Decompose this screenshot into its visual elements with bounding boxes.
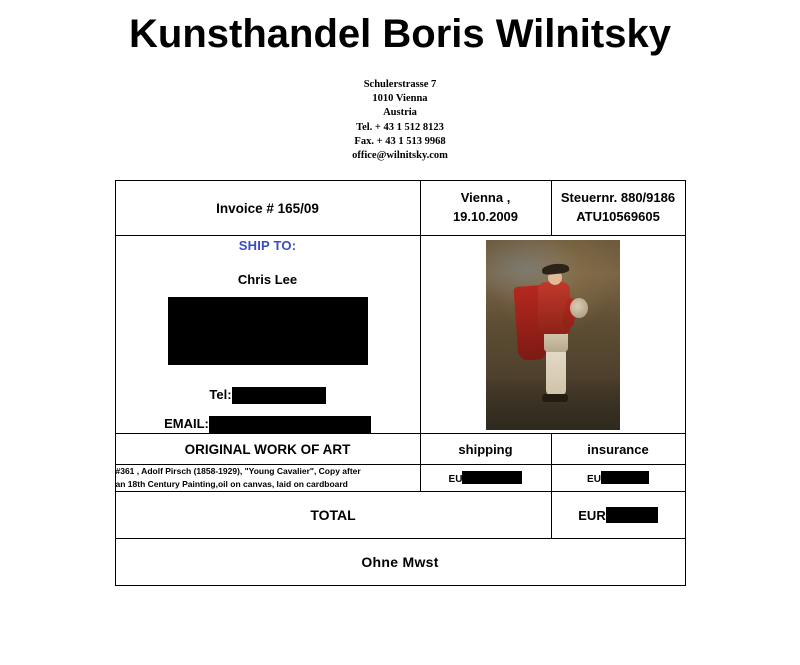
table-row-line-item <box>115 465 685 492</box>
ship-to-tel-row <box>116 387 420 404</box>
address-tel: Tel. + 43 1 512 8123 <box>356 121 444 133</box>
total-label: TOTAL <box>115 491 551 538</box>
tax-number-cell <box>551 181 685 236</box>
ship-to-label: SHIP TO: <box>238 238 297 254</box>
invoice-table <box>115 180 686 586</box>
table-row-shipto <box>115 236 685 434</box>
total-currency: EUR <box>578 507 606 523</box>
line-item-price-cell <box>420 465 551 492</box>
company-title: Kunsthandel Boris Wilnitsky <box>129 12 671 56</box>
invoice-number-cell: Invoice # 165/09 <box>115 181 420 236</box>
tax-id: ATU10569605 <box>576 209 660 225</box>
line-item-shipping-currency: EU <box>587 473 601 485</box>
total-amount-cell <box>551 491 685 538</box>
address-street: Schulerstrasse 7 <box>363 79 437 90</box>
ship-to-email-redaction <box>209 416 371 433</box>
address-fax: Fax. + 43 1 513 9968 <box>354 135 446 147</box>
ship-to-email-row <box>116 416 420 433</box>
line-item-description-line2: an 18th Century Painting,oil on canvas, laid on cardboard <box>115 478 348 489</box>
invoice-date-cell <box>420 181 551 236</box>
items-header-shipping: shipping <box>420 434 551 465</box>
line-item-shipping-cell <box>551 465 685 492</box>
line-item-price-currency: EU <box>448 473 463 485</box>
table-row-header <box>115 181 685 236</box>
ship-to-tel-redaction <box>232 387 326 404</box>
items-header-description: ORIGINAL WORK OF ART <box>115 434 420 465</box>
table-row-footer <box>115 538 685 585</box>
ship-to-address-redaction <box>168 297 368 365</box>
table-row-items-header <box>115 434 685 465</box>
ship-to-tel-label: Tel: <box>209 387 232 403</box>
items-header-insurance: insurance <box>551 434 685 465</box>
painting-shoe <box>542 394 568 402</box>
invoice-date: 19.10.2009 <box>452 209 519 225</box>
line-item-description-line1: #361 , Adolf Pirsch (1858-1929), "Young Cavalier", Copy after <box>115 466 361 477</box>
painting-plume <box>570 298 588 318</box>
ship-to-email-label: EMAIL: <box>164 416 209 432</box>
artwork-image-cell <box>420 236 685 434</box>
invoice-page <box>0 12 800 665</box>
ship-to-name: Chris Lee <box>237 272 298 288</box>
address-country: Austria <box>383 107 417 119</box>
tax-label: Steuernr. 880/9186 <box>560 190 676 206</box>
company-address <box>0 78 800 163</box>
painting-legs <box>546 350 566 396</box>
line-item-description <box>115 465 420 492</box>
invoice-city: Vienna , <box>460 190 511 206</box>
address-email: office@wilnitsky.com <box>352 149 448 161</box>
ship-to-cell <box>115 236 420 434</box>
painting-image <box>486 240 620 430</box>
address-city: 1010 Vienna <box>372 93 428 105</box>
total-amount-redaction <box>606 507 658 523</box>
line-item-shipping-redaction <box>601 471 649 484</box>
line-item-price-redaction <box>462 471 522 484</box>
table-row-total <box>115 491 685 538</box>
footer-label: Ohne Mwst <box>115 538 685 585</box>
